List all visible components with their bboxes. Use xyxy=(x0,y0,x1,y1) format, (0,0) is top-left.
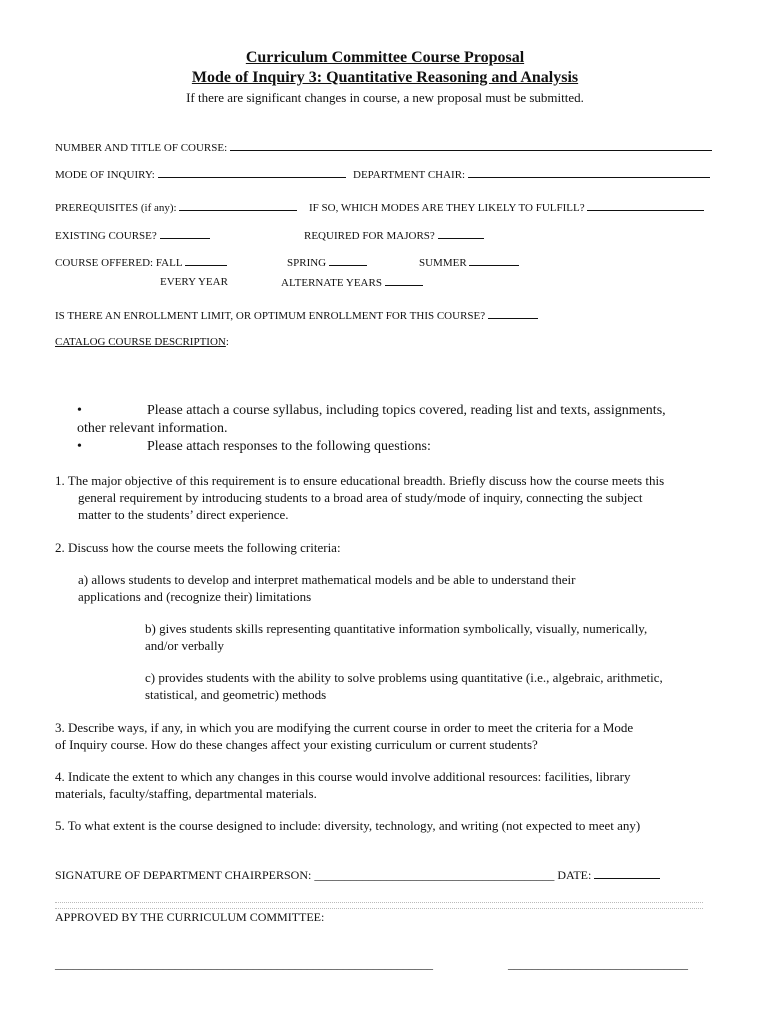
chair-line[interactable] xyxy=(468,168,710,178)
alternate-line[interactable] xyxy=(385,276,423,286)
required-line[interactable] xyxy=(438,229,484,239)
summer-line[interactable] xyxy=(469,256,519,266)
signature-label: SIGNATURE OF DEPARTMENT CHAIRPERSON: ________________________________________ DATE: xyxy=(55,868,592,882)
approved-label: APPROVED BY THE CURRICULUM COMMITTEE: xyxy=(55,910,325,924)
field-label: EXISTING COURSE? xyxy=(55,230,157,242)
field-chair xyxy=(353,168,710,181)
date-line[interactable] xyxy=(594,869,660,879)
field-label: DEPARTMENT CHAIR: xyxy=(353,169,466,181)
field-required xyxy=(304,229,484,242)
field-prereq xyxy=(55,201,297,214)
field-label: MODE OF INQUIRY: xyxy=(55,169,155,181)
question-1: 1. The major objective of this requirement is to ensure educational breadth. Briefly discuss how the course meets this xyxy=(55,473,665,488)
catalog-label: CATALOG COURSE DESCRIPTION xyxy=(55,336,226,348)
question-4-line2: materials, faculty/staffing, departmental materials. xyxy=(55,786,317,801)
bullet-text: Please attach a course syllabus, including topics covered, reading list and texts, assignments, xyxy=(147,403,666,418)
catalog-colon: : xyxy=(225,336,229,348)
criterion-a-line2: applications and (recognize their) limitations xyxy=(78,589,312,604)
field-spring xyxy=(287,256,367,269)
bullet-syllabus-cont: other relevant information. xyxy=(77,421,228,436)
field-label: SPRING xyxy=(287,257,327,269)
committee-signature-line[interactable]: _______________________________________________________________ xyxy=(55,957,433,971)
mode-line[interactable] xyxy=(158,168,346,178)
bullet-text: Please attach responses to the following questions: xyxy=(147,439,431,454)
criterion-b-line2: and/or verbally xyxy=(145,638,225,653)
question-1-line3: matter to the students’ direct experience. xyxy=(78,507,289,522)
question-4: 4. Indicate the extent to which any changes in this course would involve additional resources: facilities, library xyxy=(55,769,631,784)
question-3-line2: of Inquiry course. How do these changes affect your existing curriculum or current students? xyxy=(55,737,538,752)
field-label: SUMMER xyxy=(419,257,467,269)
criterion-a: a) allows students to develop and interpret mathematical models and be able to understand their xyxy=(78,572,576,587)
criterion-b: b) gives students skills representing quantitative information symbolically, visually, numerically, xyxy=(145,621,648,636)
field-existing xyxy=(55,229,210,242)
field-label: COURSE OFFERED: FALL xyxy=(55,257,183,269)
field-label: NUMBER AND TITLE OF COURSE: xyxy=(55,142,228,154)
enrollment-line[interactable] xyxy=(488,309,538,319)
field-modes-fulfill xyxy=(309,201,704,214)
fall-line[interactable] xyxy=(185,256,227,266)
divider xyxy=(55,902,703,903)
document-subtitle: Mode of Inquiry 3: Quantitative Reasoning and Analysis xyxy=(191,69,579,86)
signature-chair xyxy=(55,868,660,883)
bullet-icon: • xyxy=(77,439,82,454)
divider xyxy=(55,908,703,909)
field-number-title xyxy=(55,141,712,154)
field-every-year xyxy=(160,276,228,288)
bullet-questions xyxy=(77,439,431,455)
field-label: IF SO, WHICH MODES ARE THEY LIKELY TO FULFILL? xyxy=(309,202,585,214)
field-mode xyxy=(55,168,346,181)
modes-fulfill-line[interactable] xyxy=(587,201,704,211)
field-enrollment xyxy=(55,309,538,322)
existing-line[interactable] xyxy=(160,229,210,239)
criterion-c-line2: statistical, and geometric) methods xyxy=(145,687,327,702)
proposal-note: If there are significant changes in course, a new proposal must be submitted. xyxy=(186,90,584,105)
question-2: 2. Discuss how the course meets the following criteria: xyxy=(55,540,341,555)
field-offered-fall xyxy=(55,256,227,269)
criterion-c: c) provides students with the ability to solve problems using quantitative (i.e., algebraic, arithmetic, xyxy=(145,670,663,685)
field-catalog xyxy=(55,336,229,348)
field-label: ALTERNATE YEARS xyxy=(281,277,382,289)
bullet-syllabus xyxy=(77,403,666,419)
document-title: Curriculum Committee Course Proposal xyxy=(245,49,525,66)
committee-date-line[interactable]: ______________________________ xyxy=(508,957,688,971)
field-summer xyxy=(419,256,519,269)
question-5: 5. To what extent is the course designed to include: diversity, technology, and writing (not expected to meet any) xyxy=(55,818,641,833)
field-label: IS THERE AN ENROLLMENT LIMIT, OR OPTIMUM ENROLLMENT FOR THIS COURSE? xyxy=(55,310,486,322)
prereq-line[interactable] xyxy=(179,201,297,211)
question-3: 3. Describe ways, if any, in which you are modifying the current course in order to meet the criteria for a Mode xyxy=(55,720,634,735)
spring-line[interactable] xyxy=(329,256,367,266)
bullet-icon: • xyxy=(77,403,82,418)
field-label: EVERY YEAR xyxy=(160,276,228,288)
question-1-line2: general requirement by introducing students to a broad area of study/mode of inquiry, connecting the subject xyxy=(78,490,643,505)
field-label: PREREQUISITES (if any): xyxy=(55,202,177,214)
number-title-line[interactable] xyxy=(230,141,712,151)
field-alternate xyxy=(281,276,423,289)
field-label: REQUIRED FOR MAJORS? xyxy=(304,230,435,242)
